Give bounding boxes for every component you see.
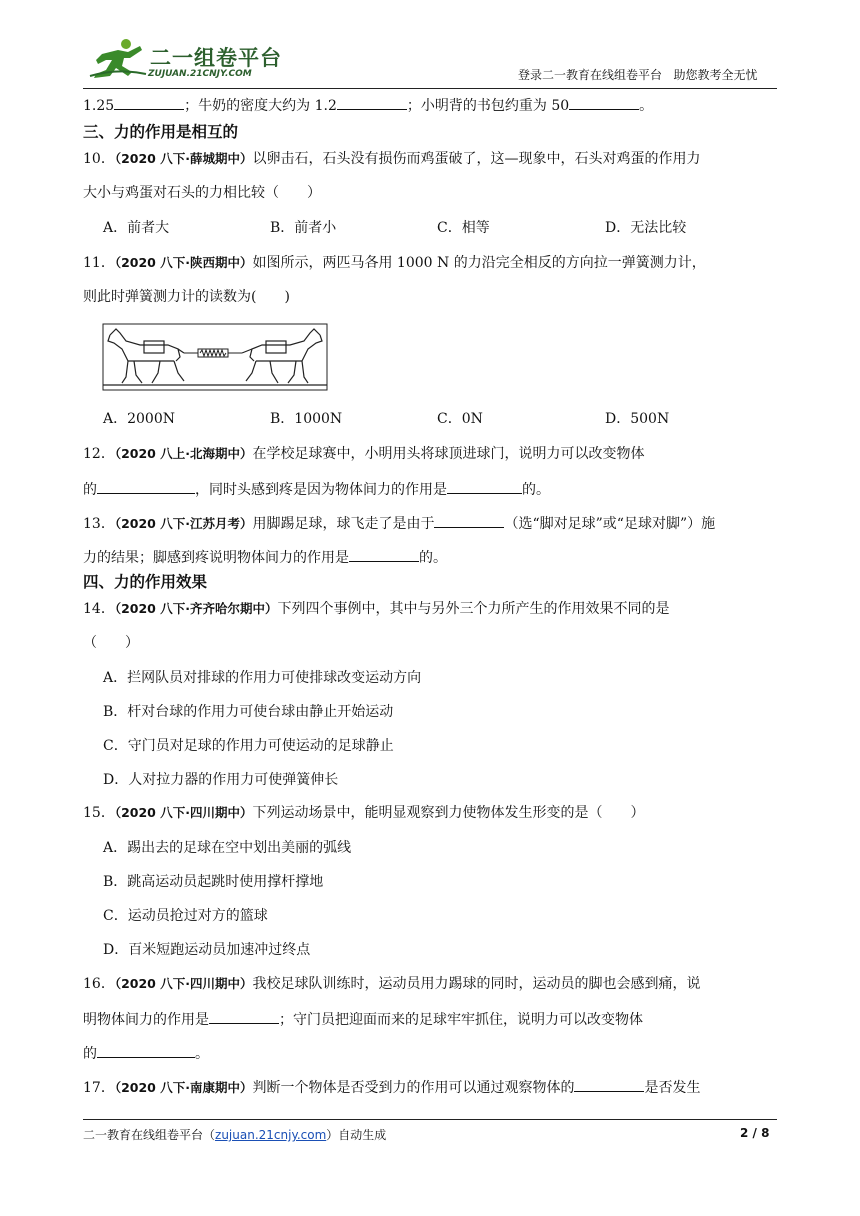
option-a[interactable]: A．拦网队员对排球的作用力可使排球改变运动方向 xyxy=(103,670,422,686)
intro-line xyxy=(83,95,653,115)
question-text: 以卵击石，石头没有损伤而鸡蛋破了，这—现象中，石头对鸡蛋的作用力 xyxy=(252,151,701,167)
answer-blank[interactable] xyxy=(114,95,184,110)
horses-pulling-spring-scale-figure xyxy=(100,323,330,393)
question-text: 判断一个物体是否受到力的作用可以通过观察物体的 xyxy=(252,1080,575,1096)
question-text: 在学校足球赛中，小明用头将球顶进球门，说明力可以改变物体 xyxy=(252,446,645,462)
option-b[interactable]: B．杆对台球的作用力可使台球由静止开始运动 xyxy=(103,704,394,720)
footer-text: ）自动生成 xyxy=(326,1128,387,1142)
answer-blank[interactable] xyxy=(434,513,504,528)
question-source: （2020 八下·薛城期中） xyxy=(114,151,253,166)
option-d[interactable]: D．500N xyxy=(605,411,670,427)
page-footer xyxy=(83,1126,386,1143)
option-a[interactable]: A．2000N xyxy=(103,411,175,427)
option-a[interactable]: A．踢出去的足球在空中划出美丽的弧线 xyxy=(103,840,352,856)
answer-blank[interactable] xyxy=(337,95,407,110)
answer-blank[interactable] xyxy=(97,1043,195,1058)
question-text: 的。 xyxy=(522,482,550,498)
answer-blank[interactable] xyxy=(574,1077,644,1092)
question-text: 的 xyxy=(83,1046,97,1062)
option-c[interactable]: C．运动员抢过对方的篮球 xyxy=(103,908,268,924)
right-horse-icon xyxy=(242,329,322,383)
intro-text-1: 1.25 xyxy=(83,98,115,114)
page-number: 2 / 8 xyxy=(740,1126,770,1140)
answer-blank[interactable] xyxy=(209,1009,279,1024)
question-number: 17． xyxy=(83,1080,115,1096)
question-number: 15． xyxy=(83,805,115,821)
intro-text-4: 。 xyxy=(639,98,654,114)
question-number: 11． xyxy=(83,255,115,271)
option-d[interactable]: D．无法比较 xyxy=(605,220,687,236)
question-number: 14． xyxy=(83,601,115,617)
question-source: （2020 八下·四川期中） xyxy=(114,805,253,820)
section-heading-4: 四、力的作用效果 xyxy=(83,573,208,591)
answer-blank[interactable] xyxy=(447,479,522,494)
question-text: 大小与鸡蛋对石头的力相比较（ ） xyxy=(83,185,321,201)
question-text: 下列四个事例中，其中与另外三个力所产生的作用效果不同的是 xyxy=(277,601,670,617)
question-text: 明物体间力的作用是 xyxy=(83,1012,209,1028)
question-text: 用脚踢足球，球飞走了是由于 xyxy=(252,516,435,532)
logo-title: 二一组卷平台 xyxy=(150,46,282,70)
runner-logo-icon xyxy=(88,38,148,80)
option-d[interactable]: D．人对拉力器的作用力可使弹簧伸长 xyxy=(103,772,339,788)
question-number: 10． xyxy=(83,151,115,167)
question-source: （2020 八上·北海期中） xyxy=(114,446,253,461)
question-text: ，同时头感到疼是因为物体间力的作用是 xyxy=(195,482,447,498)
logo-url: ZUJUAN.21CNJY.COM xyxy=(148,69,252,79)
question-text: 我校足球队训练时，运动员用力踢球的同时，运动员的脚也会感到痛，说 xyxy=(252,976,701,992)
option-c[interactable]: C．相等 xyxy=(437,220,490,236)
question-source: （2020 八下·江苏月考） xyxy=(114,516,253,531)
option-c[interactable]: C．守门员对足球的作用力可使运动的足球静止 xyxy=(103,738,394,754)
question-text: 的。 xyxy=(419,550,447,566)
option-d[interactable]: D．百米短跑运动员加速冲过终点 xyxy=(103,942,311,958)
question-text: （ ） xyxy=(83,635,139,651)
question-source: （2020 八下·四川期中） xyxy=(114,976,253,991)
question-number: 12． xyxy=(83,446,115,462)
option-b[interactable]: B．1000N xyxy=(270,411,343,427)
question-text: 则此时弹簧测力计的读数为( ) xyxy=(83,289,290,305)
question-text: （选“脚对足球”或“足球对脚”）施 xyxy=(504,516,716,532)
footer-text: 二一教育在线组卷平台（ xyxy=(83,1128,216,1142)
question-source: （2020 八下·齐齐哈尔期中） xyxy=(114,601,278,616)
question-number: 13． xyxy=(83,516,115,532)
left-horse-icon xyxy=(108,329,184,383)
answer-blank[interactable] xyxy=(349,547,419,562)
option-b[interactable]: B．跳高运动员起跳时使用撑杆撑地 xyxy=(103,874,324,890)
answer-blank[interactable] xyxy=(569,95,639,110)
option-b[interactable]: B．前者小 xyxy=(270,220,337,236)
header-divider xyxy=(83,88,777,89)
question-text: 的 xyxy=(83,482,97,498)
question-text: 如图所示，两匹马各用 1000 N 的力沿完全相反的方向拉一弹簧测力计， xyxy=(252,255,706,271)
question-text: ；守门员把迎面而来的足球牢牢抓住，说明力可以改变物体 xyxy=(279,1012,643,1028)
header-slogan: 登录二一教育在线组卷平台 助您教考全无忧 xyxy=(518,68,758,82)
question-text: 。 xyxy=(195,1046,209,1062)
answer-blank[interactable] xyxy=(97,479,195,494)
footer-link[interactable]: zujuan.21cnjy.com xyxy=(215,1128,327,1142)
intro-text-2: ；牛奶的密度大约为 1.2 xyxy=(184,98,337,114)
question-source: （2020 八下·陕西期中） xyxy=(114,255,253,270)
spring-scale-icon xyxy=(184,349,242,357)
footer-divider xyxy=(83,1119,777,1120)
question-number: 16． xyxy=(83,976,115,992)
option-c[interactable]: C．0N xyxy=(437,411,483,427)
intro-text-3: ；小明背的书包约重为 50 xyxy=(406,98,570,114)
question-text: 力的结果；脚感到疼说明物体间力的作用是 xyxy=(83,550,349,566)
question-source: （2020 八下·南康期中） xyxy=(114,1080,253,1095)
option-a[interactable]: A．前者大 xyxy=(103,220,170,236)
section-heading-3: 三、力的作用是相互的 xyxy=(83,123,239,141)
question-text: 下列运动场景中，能明显观察到力使物体发生形变的是（ ） xyxy=(252,805,645,821)
question-text: 是否发生 xyxy=(644,1080,701,1096)
